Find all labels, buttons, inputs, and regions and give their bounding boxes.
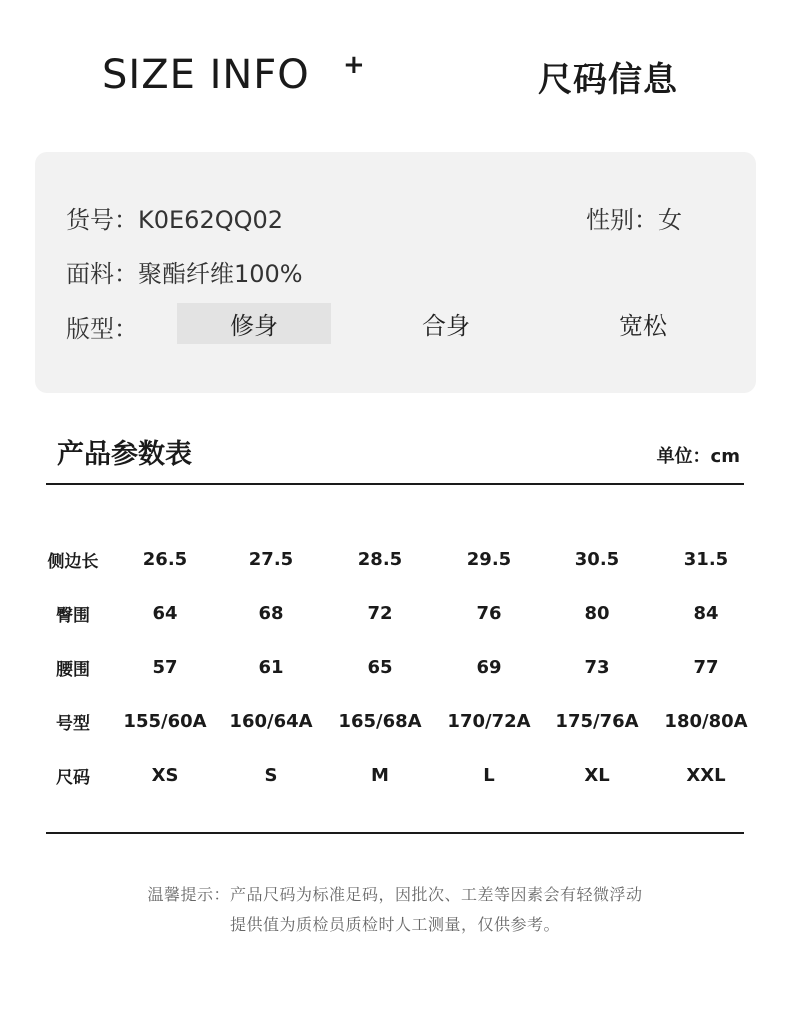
table-cell: 69 bbox=[476, 656, 502, 678]
row-label: 侧边长 bbox=[47, 551, 99, 572]
table-cell: 64 bbox=[152, 602, 178, 624]
table-cell: 28.5 bbox=[357, 548, 403, 570]
table-cell: 170/72A bbox=[447, 710, 531, 732]
table-cell: 29.5 bbox=[466, 548, 512, 570]
gender: 性别：女 bbox=[586, 206, 682, 234]
notice-line-1: 温馨提示：产品尺码为标准足码，因批次、工差等因素会有轻微浮动 bbox=[147, 885, 643, 904]
page-title-cn: 尺码信息 bbox=[538, 60, 678, 100]
row-label: 腰围 bbox=[56, 659, 90, 680]
table-row bbox=[0, 694, 790, 748]
fit-label: 版型： bbox=[66, 315, 138, 343]
plus-icon: + bbox=[343, 50, 365, 80]
table-cell: 61 bbox=[258, 656, 284, 678]
notice-line-2: 提供值为质检员质检时人工测量，仅供参考。 bbox=[229, 915, 560, 934]
unit-label: 单位：cm bbox=[656, 446, 740, 467]
section-title: 产品参数表 bbox=[57, 439, 192, 470]
table-cell: 27.5 bbox=[248, 548, 294, 570]
table-cell: 160/64A bbox=[229, 710, 313, 732]
table-cell: 155/60A bbox=[123, 710, 207, 732]
table-row bbox=[0, 640, 790, 694]
table-cell: 73 bbox=[584, 656, 610, 678]
table-cell: 68 bbox=[258, 602, 284, 624]
table-cell: 180/80A bbox=[664, 710, 748, 732]
table-cell: 72 bbox=[367, 602, 393, 624]
table-cell: L bbox=[483, 764, 495, 786]
table-bottom-rule bbox=[46, 832, 744, 834]
row-label: 尺码 bbox=[56, 767, 90, 788]
table-cell: 175/76A bbox=[555, 710, 639, 732]
fit-option-slim: 修身 bbox=[177, 303, 331, 344]
table-cell: 80 bbox=[584, 602, 610, 624]
table-cell: 165/68A bbox=[338, 710, 422, 732]
table-row bbox=[0, 586, 790, 640]
table-cell: 65 bbox=[367, 656, 393, 678]
table-row bbox=[0, 532, 790, 586]
fit-option-regular: 合身 bbox=[422, 312, 470, 340]
table-cell: 31.5 bbox=[683, 548, 729, 570]
table-cell: 26.5 bbox=[142, 548, 188, 570]
table-cell: 30.5 bbox=[574, 548, 620, 570]
row-label: 号型 bbox=[56, 713, 90, 734]
table-cell: 76 bbox=[476, 602, 502, 624]
table-cell: XL bbox=[584, 764, 610, 786]
table-cell: M bbox=[371, 764, 389, 786]
table-cell: S bbox=[264, 764, 278, 786]
fabric: 面料：聚酯纤维100% bbox=[66, 260, 303, 288]
page-title-en: SIZE INFO bbox=[102, 52, 310, 98]
table-cell: 84 bbox=[693, 602, 719, 624]
item-number: 货号：K0E62QQ02 bbox=[66, 206, 284, 234]
table-top-rule bbox=[46, 483, 744, 485]
table-cell: 57 bbox=[152, 656, 178, 678]
table-cell: XXL bbox=[686, 764, 726, 786]
fit-option-loose: 宽松 bbox=[619, 312, 667, 340]
table-cell: 77 bbox=[693, 656, 719, 678]
table-row bbox=[0, 748, 790, 802]
table-cell: XS bbox=[151, 764, 179, 786]
row-label: 臀围 bbox=[56, 605, 90, 626]
